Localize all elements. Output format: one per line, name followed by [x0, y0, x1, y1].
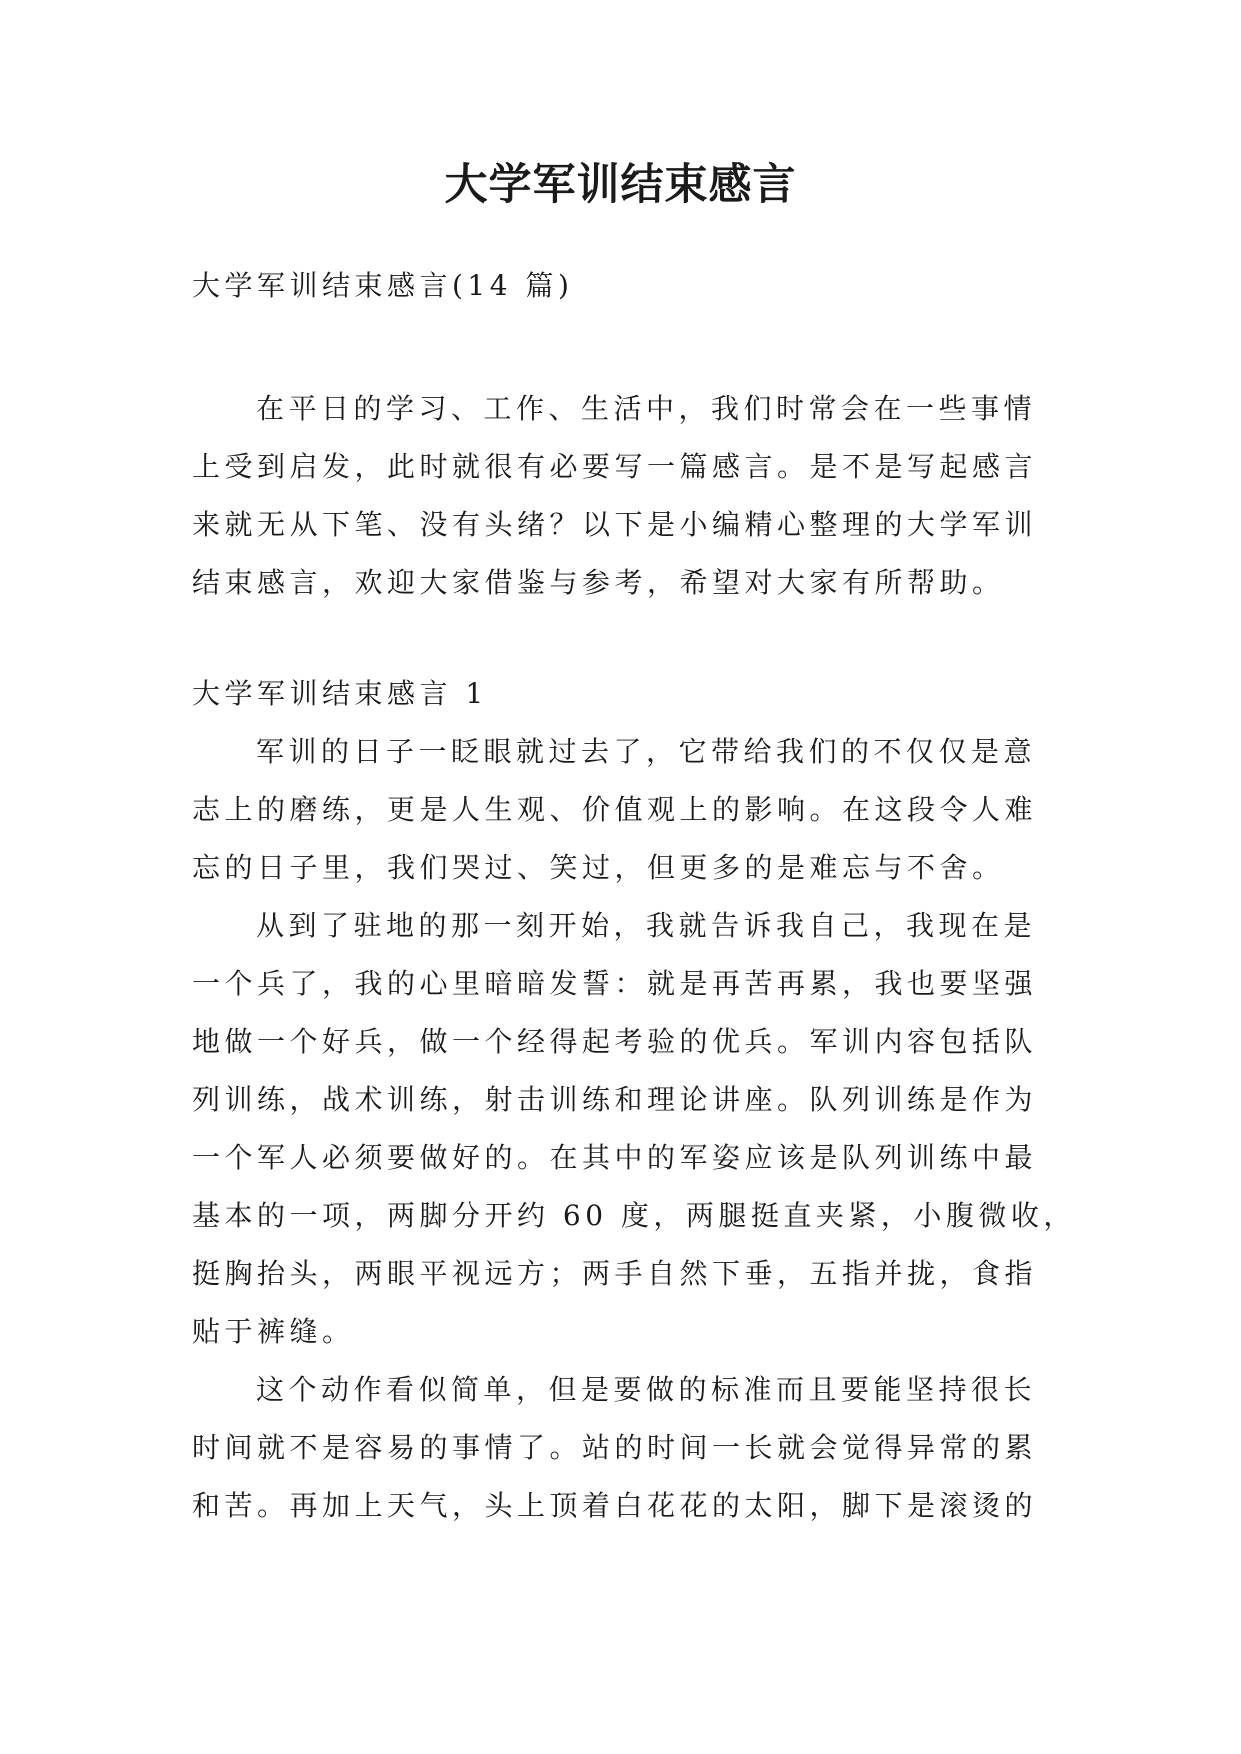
paragraph-3: [192, 1361, 1062, 1535]
document-subtitle: 大学军训结束感言(14 篇): [192, 269, 574, 302]
paragraph-line: 一个军人必须要做好的。在其中的军姿应该是队列训练中最: [192, 1141, 1038, 1174]
spacer: [192, 315, 1062, 380]
section-heading: 大学军训结束感言 1: [192, 677, 488, 710]
intro-paragraph: [192, 380, 1062, 612]
paragraph-line: 军训的日子一眨眼就过去了，它带给我们的不仅仅是意: [256, 735, 1037, 768]
intro-line: 在平日的学习、工作、生活中，我们时常会在一些事情: [256, 392, 1037, 425]
paragraph-line: 挺胸抬头，两眼平视远方；两手自然下垂，五指并拢，食指: [192, 1257, 1038, 1290]
paragraph-line: 列训练，战术训练，射击训练和理论讲座。队列训练是作为: [192, 1083, 1038, 1116]
paragraph-2: [192, 897, 1076, 1361]
paragraph-line: 时间就不是容易的事情了。站的时间一长就会觉得异常的累: [192, 1431, 1038, 1464]
intro-line: 来就无从下笔、没有头绪？以下是小编精心整理的大学军训: [192, 508, 1038, 541]
paragraph-line: 这个动作看似简单，但是要做的标准而且要能坚持很长: [256, 1373, 1037, 1406]
paragraph-line: 基本的一项，两脚分开约 60 度，两腿挺直夹紧，小腹微收，: [192, 1199, 1076, 1232]
spacer: [192, 612, 1062, 665]
paragraph-line: 忘的日子里，我们哭过、笑过，但更多的是难忘与不舍。: [192, 851, 1005, 884]
paragraph-line: 贴于裤缝。: [192, 1315, 355, 1348]
document-body: [192, 257, 1076, 1535]
paragraph-line: 和苦。再加上天气，头上顶着白花花的太阳，脚下是滚烫的: [192, 1489, 1038, 1522]
paragraph-1: [192, 723, 1062, 897]
intro-line: 结束感言，欢迎大家借鉴与参考，希望对大家有所帮助。: [192, 566, 1005, 599]
paragraph-line: 地做一个好兵，做一个经得起考验的优兵。军训内容包括队: [192, 1025, 1038, 1058]
intro-line: 上受到启发，此时就很有必要写一篇感言。是不是写起感言: [192, 450, 1038, 483]
paragraph-line: 志上的磨练，更是人生观、价值观上的影响。在这段令人难: [192, 793, 1038, 826]
paragraph-line: 一个兵了，我的心里暗暗发誓：就是再苦再累，我也要坚强: [192, 967, 1038, 1000]
document-title: 大学军训结束感言: [444, 160, 797, 210]
paragraph-line: 从到了驻地的那一刻开始，我就告诉我自己，我现在是: [256, 909, 1037, 942]
